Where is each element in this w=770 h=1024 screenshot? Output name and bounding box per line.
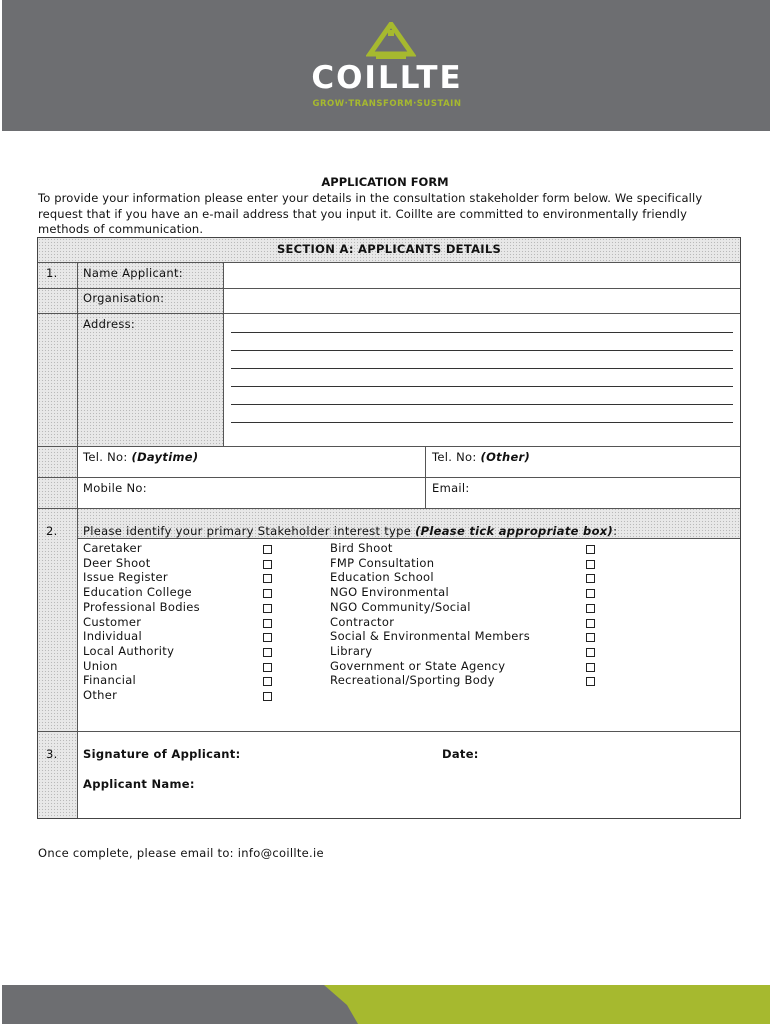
interest-checkbox[interactable] <box>263 648 272 657</box>
interest-checkbox[interactable] <box>586 663 595 672</box>
application-form-table <box>37 237 741 819</box>
form-title: APPLICATION FORM <box>321 175 449 189</box>
name-applicant-label: Name Applicant: <box>83 266 183 280</box>
interest-option-label: Individual <box>83 629 143 644</box>
brand-name: COILLTE <box>311 60 463 96</box>
interest-option-label: Education School <box>330 570 434 585</box>
row-number-2: 2. <box>46 524 58 538</box>
tel-daytime-label: Tel. No: (Daytime) <box>83 450 199 464</box>
interest-option-label: Bird Shoot <box>330 541 393 555</box>
interest-option-label: Deer Shoot <box>83 555 151 570</box>
interest-checkbox[interactable] <box>586 560 595 569</box>
interest-option-label: NGO Community/Social <box>330 599 471 614</box>
interest-type-prompt: Please identify your primary Stakeholder interest type (Please tick appropriate box): <box>83 524 618 538</box>
brand-tagline: GROW·TRANSFORM·SUSTAIN <box>312 99 462 109</box>
interest-checkbox[interactable] <box>586 574 595 583</box>
interest-checkbox[interactable] <box>263 692 272 701</box>
email-label: Email: <box>432 481 470 495</box>
interest-option-label: Other <box>83 688 118 702</box>
signature-label: Signature of Applicant: <box>83 747 241 761</box>
row-number-3: 3. <box>46 747 58 761</box>
footer-band <box>2 985 770 1024</box>
interest-checkbox[interactable] <box>586 677 595 686</box>
interest-option-label: NGO Environmental <box>330 585 449 600</box>
interest-option-label: Professional Bodies <box>83 599 200 614</box>
interest-checkbox[interactable] <box>263 677 272 686</box>
interest-checkbox[interactable] <box>586 589 595 598</box>
interest-checkbox[interactable] <box>586 545 595 554</box>
address-field[interactable] <box>224 314 740 446</box>
header-banner <box>2 0 770 131</box>
name-applicant-field[interactable] <box>224 263 740 288</box>
interest-checkbox[interactable] <box>263 604 272 613</box>
interest-checkbox[interactable] <box>263 633 272 642</box>
interest-checkbox[interactable] <box>586 648 595 657</box>
section-a-heading: SECTION A: APPLICANTS DETAILS <box>276 242 502 256</box>
interest-checkbox[interactable] <box>586 619 595 628</box>
interest-checkbox[interactable] <box>263 545 272 554</box>
interest-checkbox[interactable] <box>263 574 272 583</box>
intro-text: To provide your information please enter your details in the consultation stakeholder form below. We specifically request that if you have an e-mail address that you input it. Coillte are committed to environmentally friendly methods of communication. <box>38 191 703 236</box>
interest-checkbox[interactable] <box>586 633 595 642</box>
interest-option-label: Union <box>83 658 118 673</box>
interest-option-label: Financial <box>83 673 137 688</box>
interest-option-label: FMP Consultation <box>330 555 435 570</box>
interest-checkbox[interactable] <box>586 604 595 613</box>
interest-checkbox[interactable] <box>263 619 272 628</box>
interest-option-label: Education College <box>83 585 192 600</box>
interest-option-label: Customer <box>83 614 142 629</box>
interest-option-label: Caretaker <box>83 541 142 555</box>
interest-option-label: Local Authority <box>83 643 175 658</box>
number-column-bg <box>38 262 77 818</box>
organisation-field[interactable] <box>224 289 740 313</box>
interest-option-label: Social & Environmental Members <box>330 629 530 644</box>
tree-logo-icon <box>366 22 416 62</box>
footer-email-note: Once complete, please email to: info@coillte.ie <box>38 846 324 860</box>
interest-option-label: Government or State Agency <box>330 658 506 673</box>
interest-checkbox[interactable] <box>263 663 272 672</box>
tel-other-label: Tel. No: (Other) <box>432 450 531 464</box>
mobile-label: Mobile No: <box>83 481 147 495</box>
interest-option-label: Contractor <box>330 614 395 629</box>
interest-option-label: Library <box>330 643 373 658</box>
interest-option-label: Issue Register <box>83 570 168 585</box>
interest-checkbox[interactable] <box>263 589 272 598</box>
organisation-label: Organisation: <box>83 291 165 305</box>
applicant-name-label: Applicant Name: <box>83 777 195 791</box>
date-label: Date: <box>442 747 479 761</box>
interest-option-label: Recreational/Sporting Body <box>330 673 495 688</box>
interest-checkbox[interactable] <box>263 560 272 569</box>
label-column-bg <box>77 262 223 446</box>
address-label: Address: <box>83 317 136 331</box>
row-number-1: 1. <box>46 266 58 280</box>
